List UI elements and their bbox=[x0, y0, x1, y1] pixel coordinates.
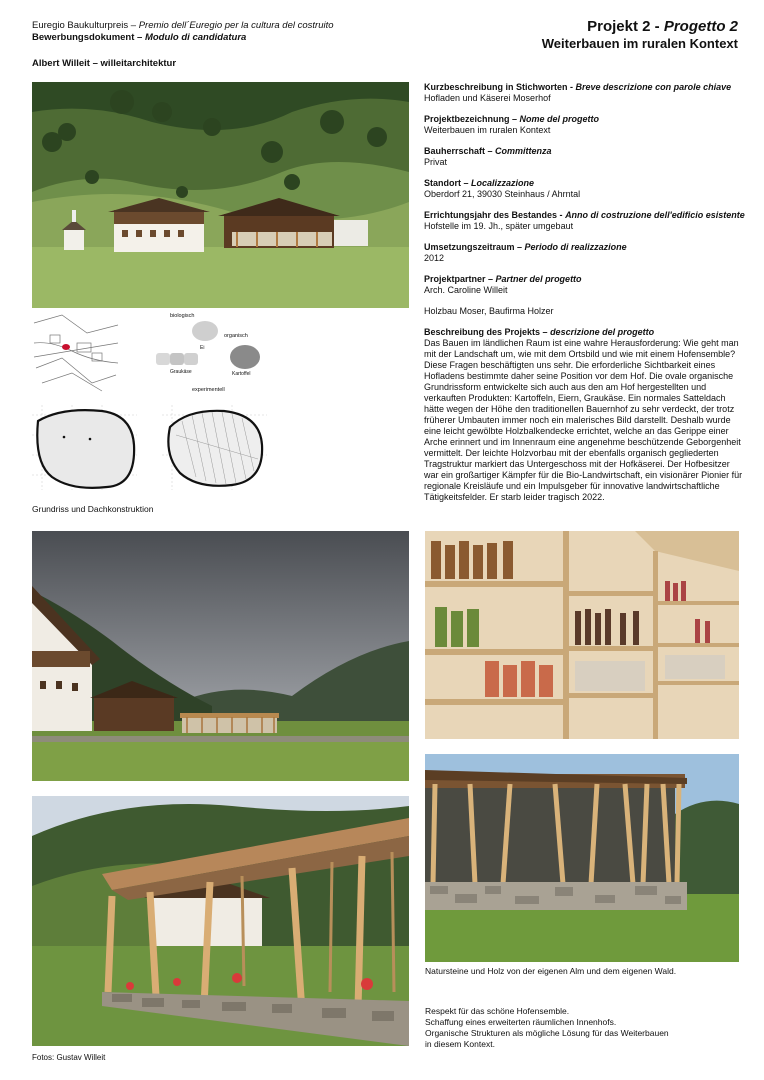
photo-shop-interior bbox=[425, 531, 739, 739]
info-description: Beschreibung des Projekts – descrizione del progetto Das Bauen im ländlichen Raum ist eine wahre Herausforderung: Wie geht man mit der Landschaft um, wie mit dem Ortsbild und wie mit einem Hofensemble? Diese Fragen beschäftigten uns sehr. Die erforderliche Sichtbarkeit eines Hofladens bestimmte daher seine Position vor dem Hof. Die ovale organische Grundrissform entwickelte sich auch aus den am Hof hergestellten und verkauften Produkten: Kartoffeln, Eiern, Graukäse. Ein normales Satteldach hätte wegen der Höhe den traditionellen Bauernhof zu sehr verdeckt, der trotz früherer Umbauten immer noch ein malerisches Bild darstellt. Deshalb wurde eine leicht gewölbte Holzbalkendecke errichtet, welche an das Gerippe einer Arche erinnert und im Innenraum eine angenehme beschützende Geborgenheit vermittelt. Der leichte Holzvorbau mit der ebenfalls organisch gegliederten Tragstruktur markiert das Untergeschoss mit der Hofkäserei. Der Hofbesitzer war ein großartiger Kämpfer für die Bio-Landwirtschaft, ein visionärer Pionier für regionale Kreisläufe und ein Impulsgeber für innovative landwirtschaftliche Tätigkeitsfelder. Er starb leider tragisch 2022. bbox=[424, 327, 746, 503]
header-left bbox=[32, 20, 334, 44]
concept-text bbox=[425, 1006, 669, 1050]
photo-farm-landscape bbox=[32, 82, 409, 308]
info-partners: Projektpartner – Partner del progetto Arch. Caroline Willeit bbox=[424, 274, 582, 295]
roof-structure-plan bbox=[162, 405, 267, 490]
label-biologisch: biologisch bbox=[170, 313, 195, 319]
info-partners-extra: Holzbau Moser, Baufirma Holzer bbox=[424, 306, 554, 316]
caption-materials: Natursteine und Holz von der eigenen Alm und dem eigenen Wald. bbox=[425, 966, 677, 976]
label-organisch: organisch bbox=[224, 333, 248, 339]
header-right bbox=[542, 18, 738, 52]
info-location: Standort – Localizzazione Oberdorf 21, 39030 Steinhaus / Ahrntal bbox=[424, 178, 581, 199]
concept-line-2: Schaffung eines erweiterten räumlichen Innenhofs. bbox=[425, 1017, 617, 1027]
project-number-italian: Progetto 2 bbox=[663, 18, 738, 35]
award-title-italian: Premio dell´Euregio per la cultura del costruito bbox=[138, 20, 334, 31]
label-ei: Ei bbox=[200, 345, 205, 351]
document-type-italian: Modulo di candidatura bbox=[144, 32, 247, 43]
info-implementation-period: Umsetzungszeitraum – Periodo di realizzazione 2012 bbox=[424, 242, 627, 263]
award-title: Euregio Baukulturpreis – bbox=[32, 20, 137, 31]
caption-plan: Grundriss und Dachkonstruktion bbox=[32, 504, 154, 514]
info-short-description: Kurzbeschreibung in Stichworten - Breve descrizione con parole chiave Hofladen und Käserei Moserhof bbox=[424, 82, 732, 103]
author: Albert Willeit – willeitarchitektur bbox=[32, 58, 177, 69]
project-title: Weiterbauen im ruralen Kontext bbox=[541, 36, 738, 51]
info-project-name: Projektbezeichnung – Nome del progetto Weiterbauen im ruralen Kontext bbox=[424, 114, 600, 135]
photo-credits: Fotos: Gustav Willeit bbox=[32, 1053, 106, 1062]
info-client: Bauherrschaft – Committenza Privat bbox=[424, 146, 552, 167]
info-construction-year: Errichtungsjahr des Bestandes - Anno di costruzione dell'edificio esistente Hofstelle im 19. Jh., später umgebaut bbox=[424, 210, 745, 231]
project-number: Projekt 2 - bbox=[587, 18, 660, 35]
concept-line-1: Respekt für das schöne Hofensemble. bbox=[425, 1006, 570, 1016]
concept-line-4: in diesem Kontext. bbox=[425, 1039, 495, 1049]
photo-pavilion-farmhouse bbox=[32, 796, 409, 1046]
label-kartoffel: Kartoffel bbox=[232, 371, 251, 377]
label-experimentell: experimentell bbox=[192, 387, 225, 393]
concept-diagram bbox=[152, 313, 270, 399]
floor-plan bbox=[32, 405, 137, 490]
label-graukaese: Graukäse bbox=[170, 369, 192, 375]
project-info bbox=[424, 82, 746, 513]
description-text: Das Bauen im ländlichen Raum ist eine wahre Herausforderung: Wie geht man mit der Landschaft um, wie mit dem Ortsbild und wie mit einem Hofensemble? Diese Fragen beschäftigten uns sehr. Die erforderliche Sichtbarkeit eines Hofladens bestimmte daher seine Position vor dem Hof. Die ovale organische Grundrissform entwickelte sich auch aus den am Hof hergestellten und verkauften Produkten: Kartoffeln, Eiern, Graukäse. Ein normales Satteldach hätte wegen der Höhe den traditionellen Bauernhof zu sehr verdeckt, der trotz früherer Umbauten immer noch ein malerisches Bild darstellt. Deshalb wurde eine leicht gewölbte Holzbalkendecke errichtet, welche an das Gerippe einer Arche erinnert und im Innenraum eine angenehme beschützende Geborgenheit vermittelt. Der leichte Holzvorbau mit der ebenfalls organisch gegliederten Tragstruktur markiert das Untergeschoss mit der Hofkäserei. Der Hofbesitzer war ein großartiger Kämpfer für die Bio-Landwirtschaft, ein visionärer Pionier für regionale Kreisläufe und ein Impulsgeber für innovative landwirtschaftliche Tätigkeitsfelder. Er starb leider tragisch 2022. bbox=[424, 338, 743, 502]
site-plan-sketch bbox=[32, 313, 120, 395]
document-type: Bewerbungsdokument – bbox=[32, 32, 143, 43]
concept-line-3: Organische Strukturen als mögliche Lösung für das Weiterbauen bbox=[425, 1028, 669, 1038]
photo-valley bbox=[32, 531, 409, 781]
photo-pavilion-stone bbox=[425, 754, 739, 962]
